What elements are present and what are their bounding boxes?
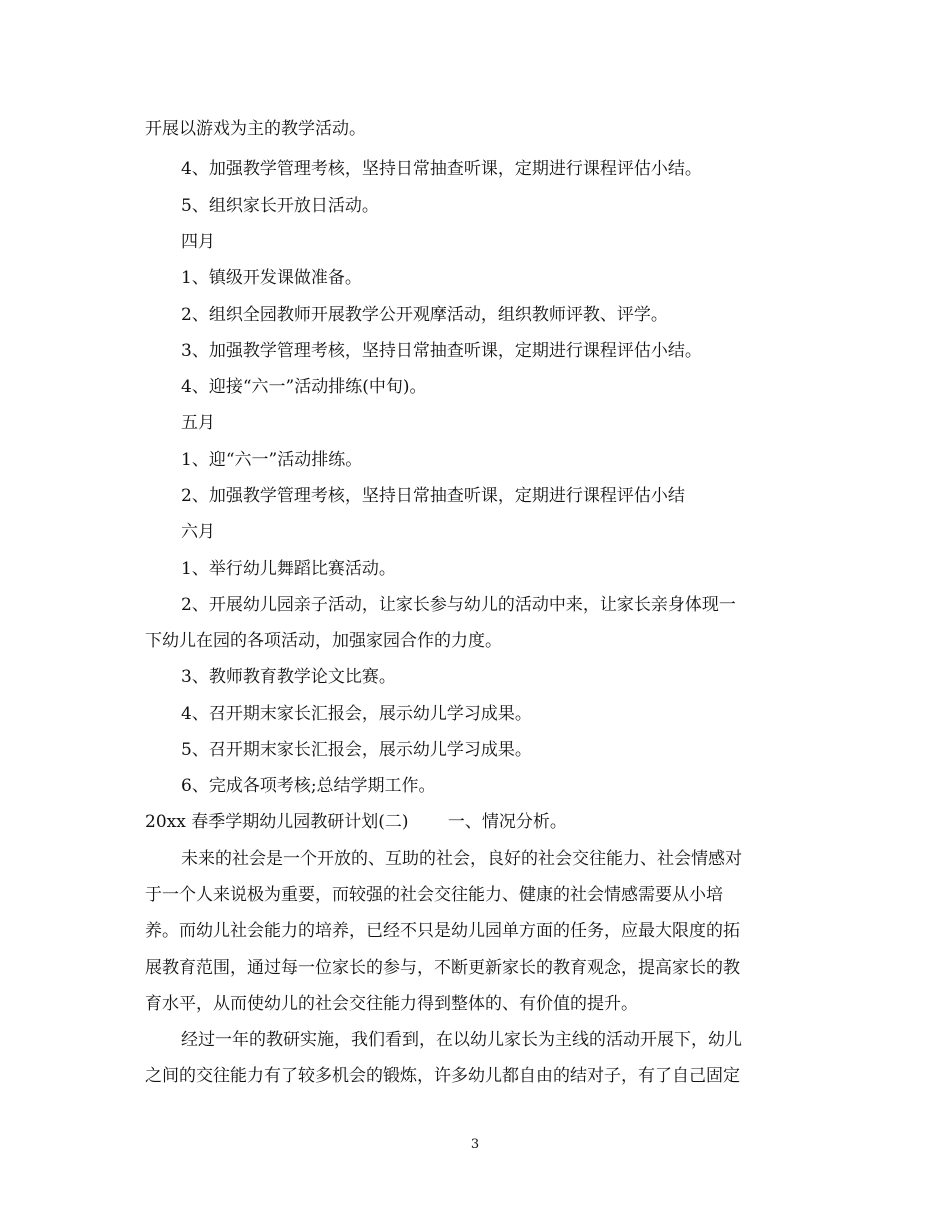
text-line: 1、举行幼儿舞蹈比赛活动。 bbox=[181, 559, 396, 579]
month-heading: 四月 bbox=[181, 232, 215, 252]
paragraph-line: 展教育范围，通过每一位家长的参与，不断更新家长的教育观念，提高家长的教 bbox=[145, 958, 740, 978]
paragraph-line: 经过一年的教研实施，我们看到，在以幼儿家长为主线的活动开展下，幼儿 bbox=[181, 1030, 742, 1050]
text-line: 3、加强教学管理考核，坚持日常抽查听课，定期进行课程评估小结。 bbox=[181, 341, 702, 361]
text-line: 5、召开期末家长汇报会，展示幼儿学习成果。 bbox=[181, 740, 532, 760]
text-line: 4、加强教学管理考核，坚持日常抽查听课，定期进行课程评估小结。 bbox=[181, 159, 702, 179]
month-heading: 五月 bbox=[181, 413, 215, 433]
text-line: 2、加强教学管理考核，坚持日常抽查听课，定期进行课程评估小结 bbox=[181, 486, 685, 506]
text-line: 3、教师教育教学论文比赛。 bbox=[181, 667, 396, 687]
text-line: 4、召开期末家长汇报会，展示幼儿学习成果。 bbox=[181, 704, 532, 724]
text-line: 4、迎接“六一”活动排练(中旬)。 bbox=[181, 377, 427, 397]
paragraph-line: 养。而幼儿社会能力的培养，已经不只是幼儿园单方面的任务，应最大限度的拓 bbox=[145, 921, 740, 941]
paragraph-line: 之间的交往能力有了较多机会的锻炼，许多幼儿都自由的结对子，有了自己固定 bbox=[145, 1066, 740, 1086]
text-line: 1、迎“六一”活动排练。 bbox=[181, 450, 363, 470]
text-line: 2、开展幼儿园亲子活动，让家长参与幼儿的活动中来，让家长亲身体现一 bbox=[181, 595, 736, 615]
section-title: 20xx 春季学期幼儿园教研计划(二) 一、情况分析。 bbox=[145, 812, 567, 832]
text-line: 2、组织全园教师开展教学公开观摩活动，组织教师评教、评学。 bbox=[181, 305, 668, 325]
text-line: 5、组织家长开放日活动。 bbox=[181, 196, 379, 216]
paragraph-line: 于一个人来说极为重要，而较强的社会交往能力、健康的社会情感需要从小培 bbox=[145, 885, 723, 905]
paragraph-line: 育水平，从而使幼儿的社会交往能力得到整体的、有价值的提升。 bbox=[145, 994, 638, 1014]
page-number: 3 bbox=[470, 1137, 480, 1152]
paragraph-line: 未来的社会是一个开放的、互助的社会，良好的社会交往能力、社会情感对 bbox=[181, 849, 742, 869]
text-line: 下幼儿在园的各项活动，加强家园合作的力度。 bbox=[145, 631, 502, 651]
text-line: 6、完成各项考核;总结学期工作。 bbox=[181, 776, 436, 796]
month-heading: 六月 bbox=[181, 522, 215, 542]
text-line: 1、镇级开发课做准备。 bbox=[181, 268, 362, 288]
text-line: 开展以游戏为主的教学活动。 bbox=[145, 119, 366, 139]
